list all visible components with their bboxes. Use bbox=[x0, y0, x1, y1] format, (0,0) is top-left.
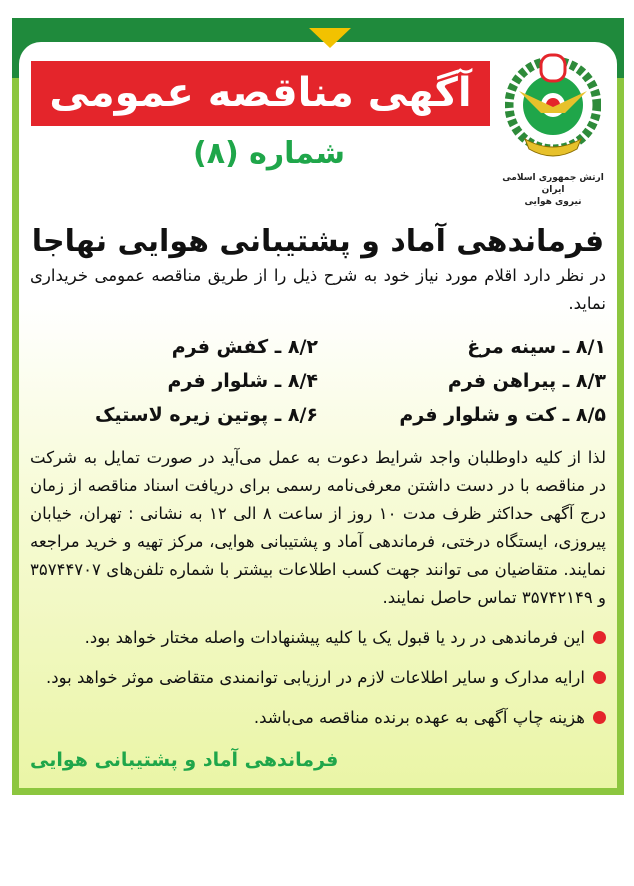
note-2 bbox=[30, 664, 606, 692]
item: ۸/۴ ـ شلوار فرم bbox=[167, 370, 318, 392]
notice-panel bbox=[19, 42, 617, 788]
item: ۸/۲ ـ کفش فرم bbox=[171, 336, 318, 358]
bullet-icon bbox=[593, 671, 606, 684]
item: ۸/۵ ـ کت و شلوار فرم bbox=[399, 404, 606, 426]
items-row bbox=[30, 364, 606, 398]
banner-title: آگهی مناقصه عمومی bbox=[31, 61, 490, 126]
note-1 bbox=[30, 624, 606, 652]
logo-caption-line1: ارتش جمهوری اسلامی ایران bbox=[502, 173, 604, 195]
bullet-icon bbox=[593, 711, 606, 724]
item: ۸/۶ ـ پوتین زیره لاستیک bbox=[94, 404, 318, 426]
triangle-marker-icon bbox=[309, 28, 351, 48]
intro-text: در نظر دارد اقلام مورد نیاز خود به شرح ذیل را از طریق مناقصه عمومی خریداری نماید. bbox=[30, 266, 606, 313]
air-force-emblem-icon bbox=[505, 47, 601, 167]
note-text: این فرماندهی در رد یا قبول یک یا کلیه پیشنهادات واصله مختار خواهد بود. bbox=[84, 628, 585, 647]
item: ۸/۳ ـ پیراهن فرم bbox=[447, 370, 606, 392]
notice-frame bbox=[12, 18, 624, 795]
items-row bbox=[30, 398, 606, 432]
note-text: هزینه چاپ آگهی به عهده برنده مناقصه می‌باشد. bbox=[253, 708, 585, 727]
note-text: ارایه مدارک و سایر اطلاعات لازم در ارزیابی توانمندی متقاضی موثر خواهد بود. bbox=[46, 668, 585, 687]
logo-caption-line2: نیروی هوایی bbox=[524, 197, 582, 207]
notice-number: شماره (۸) bbox=[192, 136, 346, 171]
organization-title: فرماندهی آماد و پشتیبانی هوایی نهاجا bbox=[31, 224, 605, 259]
signature: فرماندهی آماد و پشتیبانی هوایی bbox=[30, 749, 339, 771]
notice-header bbox=[19, 42, 617, 222]
items-row bbox=[30, 330, 606, 364]
note-3 bbox=[30, 704, 606, 732]
items-list bbox=[30, 330, 606, 432]
logo-caption bbox=[500, 172, 606, 208]
body-text: لذا از کلیه داوطلبان واجد شرایط دعوت به عمل می‌آید در صورت تمایل به شرکت در مناقصه با در دست داشتن معرفی‌نامه رسمی برای دریافت اسناد مناقصه از زمان درج آگهی حداکثر ظرف مدت ۱۰ روز از ساعت ۸ الی ۱۲ به نشانی : تهران، خیابان پیروزی، ایستگاه درختی، فرماندهی آماد و پشتیبانی هوایی، مرکز تهیه و خرید مراجعه نمایند. متقاضیان می توانند جهت کسب اطلاعات بیشتر با شماره تلفن‌های ۳۵۷۴۴۷۰۷ و ۳۵۷۴۲۱۴۹ تماس حاصل نمایند. bbox=[30, 448, 606, 607]
item: ۸/۱ ـ سینه مرغ bbox=[467, 336, 606, 358]
bullet-icon bbox=[593, 631, 606, 644]
